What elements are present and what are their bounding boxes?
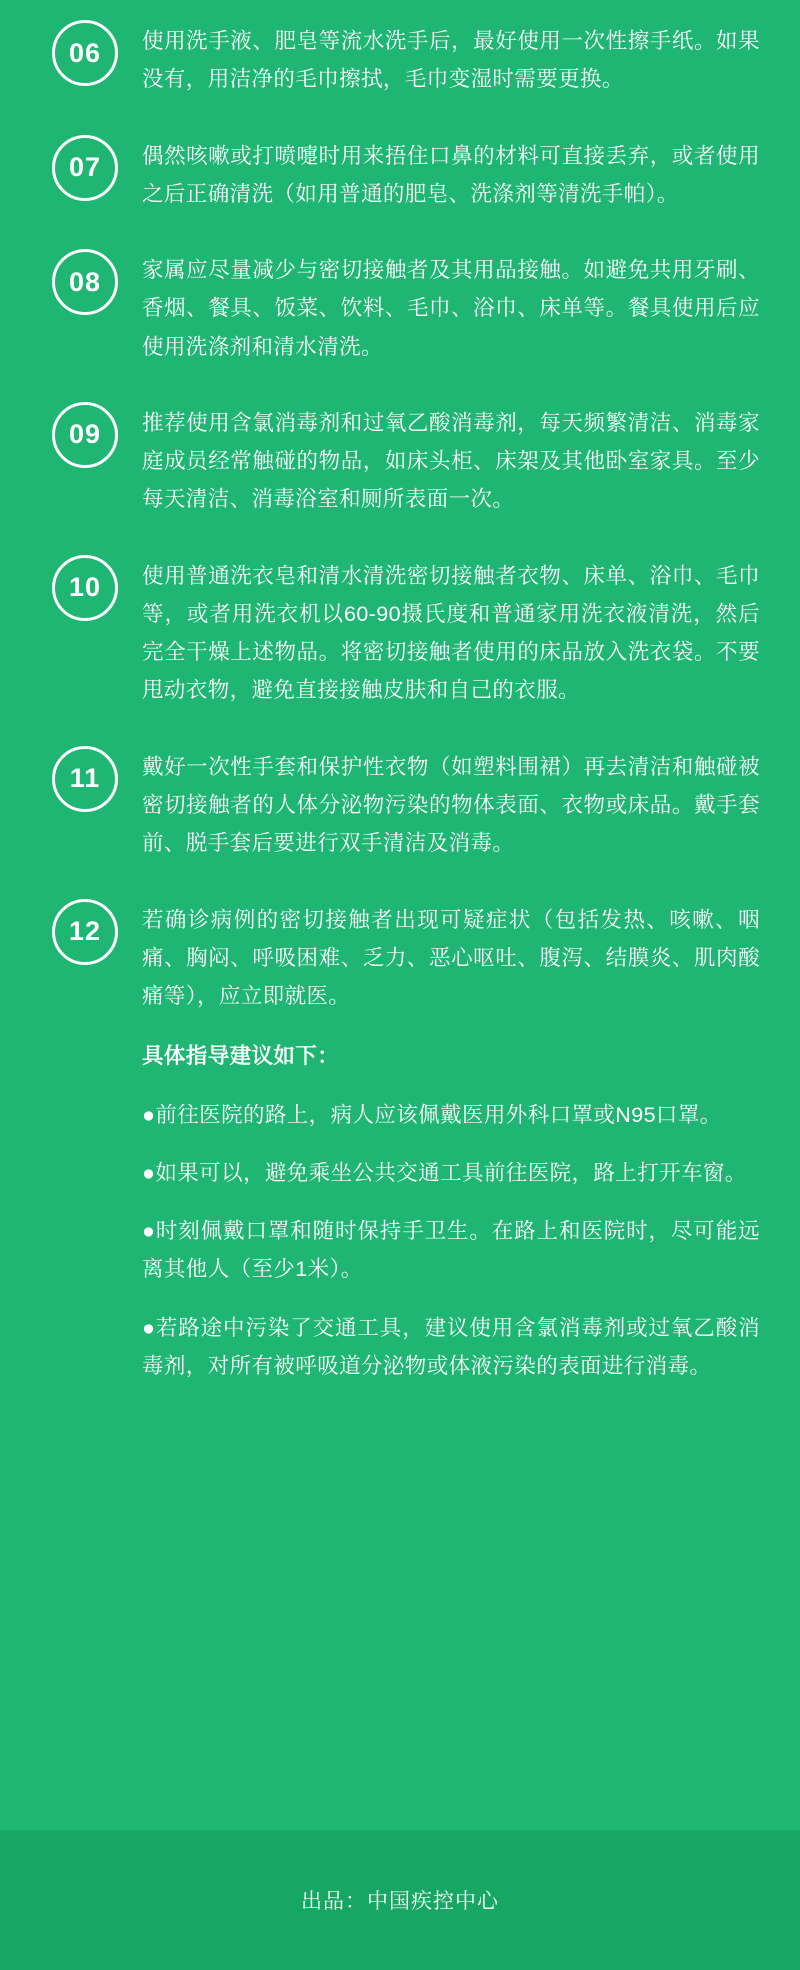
item-bullet: ●若路途中污染了交通工具，建议使用含氯消毒剂或过氧乙酸消毒剂，对所有被呼吸道分泌物或体液污染的表面进行消毒。: [142, 1315, 760, 1378]
list-item: [0, 18, 800, 99]
footer-credit: 出品：中国疾控中心: [301, 1890, 499, 1913]
item-text: 推荐使用含氯消毒剂和过氧乙酸消毒剂，每天频繁清洁、消毒家庭成员经常触碰的物品，如床头柜、床架及其他卧室家具。至少每天清洁、消毒浴室和厕所表面一次。: [142, 410, 760, 512]
item-number-badge: 07: [52, 135, 118, 201]
item-body: [142, 744, 760, 863]
item-body: [142, 897, 760, 1386]
item-text: 使用普通洗衣皂和清水清洗密切接触者衣物、床单、浴巾、毛巾等，或者用洗衣机以60-90摄氏度和普通家用洗衣液清洗，然后完全干燥上述物品。将密切接触者使用的床品放入洗衣袋。不要甩动衣物，避免直接接触皮肤和自己的衣服。: [142, 563, 760, 703]
item-text: 使用洗手液、肥皂等流水洗手后，最好使用一次性擦手纸。如果没有，用洁净的毛巾擦拭，毛巾变湿时需要更换。: [142, 29, 760, 92]
item-bullet: ●时刻佩戴口罩和随时保持手卫生。在路上和医院时，尽可能远离其他人（至少1米）。: [142, 1219, 760, 1282]
list-item: [0, 400, 800, 519]
list-item: [0, 897, 800, 1386]
top-spacer: [0, 10, 800, 18]
item-text: 偶然咳嗽或打喷嚏时用来捂住口鼻的材料可直接丢弃，或者使用之后正确清洗（如用普通的肥皂、洗涤剂等清洗手帕）。: [142, 143, 760, 206]
item-bullet: ●如果可以，避免乘坐公共交通工具前往医院，路上打开车窗。: [142, 1160, 747, 1185]
item-body: [142, 247, 760, 366]
item-body: [142, 18, 760, 99]
item-number-badge: 08: [52, 249, 118, 315]
item-body: [142, 553, 760, 710]
item-number-badge: 11: [52, 746, 118, 812]
list-item: [0, 744, 800, 863]
item-body: [142, 133, 760, 214]
item-number-badge: 09: [52, 402, 118, 468]
item-number-badge: 12: [52, 899, 118, 965]
list-item: [0, 133, 800, 214]
item-number-badge: 06: [52, 20, 118, 86]
item-text: 若确诊病例的密切接触者出现可疑症状（包括发热、咳嗽、咽痛、胸闷、呼吸困难、乏力、恶心呕吐、腹泻、结膜炎、肌肉酸痛等），应立即就医。: [142, 907, 760, 1009]
item-text: 家属应尽量减少与密切接触者及其用品接触。如避免共用牙刷、香烟、餐具、饭菜、饮料、毛巾、浴巾、床单等。餐具使用后应使用洗涤剂和清水清洗。: [142, 258, 760, 359]
item-text: 戴好一次性手套和保护性衣物（如塑料围裙）再去清洁和触碰被密切接触者的人体分泌物污染的物体表面、衣物或床品。戴手套前、脱手套后要进行双手清洁及消毒。: [142, 754, 760, 856]
item-body: [142, 400, 760, 519]
item-number-badge: 10: [52, 555, 118, 621]
footer-bar: [0, 1830, 800, 1970]
list-item: [0, 553, 800, 710]
item-subheading: 具体指导建议如下：: [142, 1044, 340, 1069]
list-item: [0, 247, 800, 366]
item-bullet: ●前往医院的路上，病人应该佩戴医用外科口罩或N95口罩。: [142, 1102, 722, 1127]
